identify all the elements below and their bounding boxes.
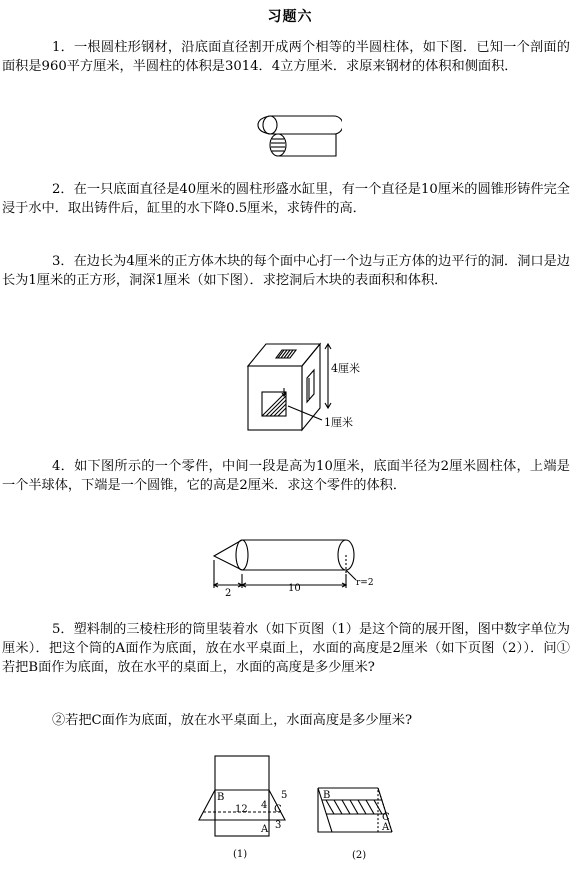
- problem-2: 2．在一只底面直径是40厘米的圆柱形盛水缸里，有一个直径是10厘米的圆锥形铸件完全浸于水中．取出铸件后，缸里的水下降0.5厘米，求铸件的高．: [2, 182, 570, 216]
- cube-with-holes-figure: [240, 336, 360, 436]
- problem-4: 4．如下图所示的一个零件，中间一段是高为10厘米，底面半径为2厘米圆柱体，上端是一个半球体，下端是一个圆锥，它的高是2厘米．求这个零件的体积．: [2, 459, 570, 493]
- page-title: 习题六: [267, 9, 313, 25]
- net-label-3: 3: [275, 820, 282, 831]
- cone-cylinder-hemisphere-figure: [206, 530, 376, 596]
- cube-hole-label: 1厘米: [324, 416, 353, 429]
- net-label-5: 5: [281, 790, 288, 801]
- problem-5: 5．塑料制的三棱柱形的筒里装着水（如下页图（1）是这个筒的展开图，图中数字单位为厘米）．把这个筒的A面作为底面，放在水平桌面上，水面的高度是2厘米（如下页图（2））．问①若把B面作为底面，放在水平的桌面上，水面的高度是多少厘米?: [2, 622, 570, 675]
- net-caption: (1): [233, 849, 248, 860]
- net-label-c: C: [274, 804, 282, 815]
- net-label-a: A: [261, 824, 269, 835]
- cone-height-label: 2: [225, 588, 232, 596]
- net-label-b: B: [217, 792, 225, 803]
- cube-edge-label: 4厘米: [331, 362, 360, 375]
- prism-solid-figure: [312, 778, 408, 864]
- net-label-4: 4: [261, 800, 268, 811]
- solid-caption: (2): [352, 850, 367, 861]
- problem-1: 1．一根圆柱形钢材，沿底面直径割开成两个相等的半圆柱体，如下图．已知一个剖面的面积是960平方厘米，半圆柱的体积是3014．4立方厘米．求原来钢材的体积和侧面积．: [2, 40, 570, 74]
- solid-label-c: C: [382, 812, 390, 823]
- prism-net-figure: [195, 752, 305, 862]
- problem-3: 3．在边长为4厘米的正方体木块的每个面中心打一个边与正方体的边平行的洞．洞口是边长为1厘米的正方形，洞深1厘米（如下图）．求挖洞后木块的表面积和体积．: [2, 254, 570, 288]
- solid-label-b: B: [323, 790, 331, 801]
- net-label-12: 12: [235, 804, 248, 815]
- split-cylinder-figure: [250, 112, 342, 162]
- cylinder-height-label: 10: [288, 583, 301, 594]
- solid-label-a: A: [382, 822, 390, 833]
- radius-label: r=2: [356, 578, 374, 588]
- problem-5-part-2: ②若把C面作为底面，放在水平桌面上，水面高度是多少厘米?: [52, 713, 413, 728]
